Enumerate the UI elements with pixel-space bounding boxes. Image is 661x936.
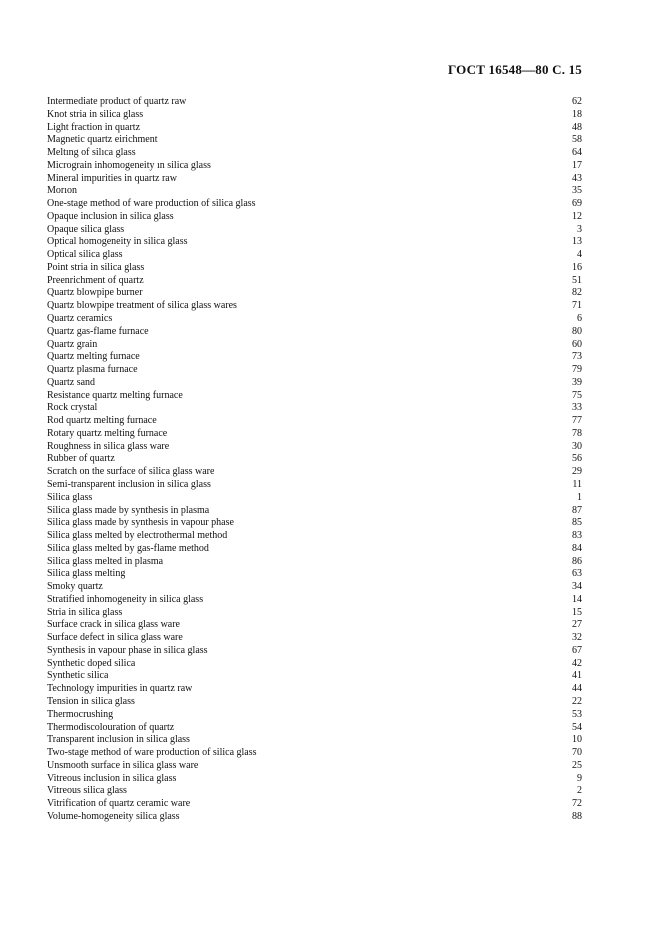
index-page-number: 51: [572, 274, 582, 286]
index-entry: [47, 351, 582, 364]
index-term: Roughness in silica glass ware: [47, 440, 170, 452]
index-page-number: 9: [577, 772, 582, 784]
index-page-number: 60: [572, 338, 582, 350]
index-page-number: 75: [572, 389, 582, 401]
index-entry: [47, 249, 582, 262]
index-term: Micrograin inhomogeneity ın silica glass: [47, 159, 211, 171]
index-entry: [47, 134, 582, 147]
index-term: Opaque inclusion in silica glass: [47, 210, 174, 222]
index-page-number: 69: [572, 198, 582, 210]
index-term: Silica glass made by synthesis in vapour phase: [47, 517, 234, 529]
index-page-number: 13: [572, 236, 582, 248]
index-term: Mineral impurities in quartz raw: [47, 172, 177, 184]
index-page-number: 79: [572, 364, 582, 376]
index-page-number: 15: [572, 606, 582, 618]
index-term: Optical silica glass: [47, 249, 123, 261]
index-term: Light fraction in quartz: [47, 121, 141, 133]
index-entry: [47, 122, 582, 135]
index-entry: [47, 109, 582, 122]
index-entry: [47, 492, 582, 505]
index-page-number: 6: [577, 313, 582, 325]
index-entry: [47, 160, 582, 173]
index-entry: [47, 722, 582, 735]
index-entry: [47, 428, 582, 441]
index-page-number: 12: [572, 210, 582, 222]
index-page-number: 22: [572, 695, 582, 707]
index-term: Two-stage method of ware production of silica glass: [47, 747, 257, 759]
index-term: Quartz blowpipe burner: [47, 287, 143, 299]
index-term: Quartz grain: [47, 338, 98, 350]
index-term: Surface defect in silica glass ware: [47, 632, 183, 644]
index-page-number: 72: [572, 798, 582, 810]
index-entry: [47, 185, 582, 198]
index-entry: [47, 313, 582, 326]
index-term: Rotary quartz melting furnace: [47, 427, 168, 439]
index-entry: [47, 275, 582, 288]
index-entry: [47, 479, 582, 492]
index-list: [47, 96, 582, 824]
index-page-number: 17: [572, 159, 582, 171]
index-entry: [47, 198, 582, 211]
index-entry: [47, 441, 582, 454]
index-entry: [47, 747, 582, 760]
index-term: Vitreous inclusion in silica glass: [47, 772, 177, 784]
index-entry: [47, 619, 582, 632]
index-term: Stria in silica glass: [47, 606, 123, 618]
index-page-number: 32: [572, 632, 582, 644]
index-page-number: 53: [572, 708, 582, 720]
index-entry: [47, 773, 582, 786]
index-page-number: 77: [572, 415, 582, 427]
index-page-number: 4: [577, 249, 582, 261]
index-page-number: 33: [572, 402, 582, 414]
index-page-number: 35: [572, 185, 582, 197]
index-page-number: 3: [577, 223, 582, 235]
index-entry: [47, 517, 582, 530]
index-term: Optical homogeneity in silica glass: [47, 236, 188, 248]
index-page-number: 10: [572, 734, 582, 746]
index-term: Quartz melting furnace: [47, 351, 140, 363]
index-entry: [47, 505, 582, 518]
index-entry: [47, 377, 582, 390]
index-page-number: 62: [572, 96, 582, 107]
index-entry: [47, 645, 582, 658]
index-term: Technology impurities in quartz raw: [47, 683, 193, 695]
index-term: Semi-transparent inclusion in silica glass: [47, 478, 211, 490]
index-entry: [47, 224, 582, 237]
index-page-number: 85: [572, 517, 582, 529]
index-term: Thermodiscolouration of quartz: [47, 721, 175, 733]
index-entry: [47, 339, 582, 352]
index-entry: [47, 96, 582, 109]
index-page-number: 14: [572, 593, 582, 605]
index-page-number: 16: [572, 261, 582, 273]
index-entry: [47, 696, 582, 709]
index-term: Vitreous silica glass: [47, 785, 127, 797]
index-page-number: 1: [577, 491, 582, 503]
index-term: Scratch on the surface of silica glass ware: [47, 466, 215, 478]
index-term: Preenrichment of quartz: [47, 274, 144, 286]
index-term: Rubber of quartz: [47, 453, 115, 465]
index-page-number: 56: [572, 453, 582, 465]
index-page-number: 80: [572, 325, 582, 337]
index-entry: [47, 607, 582, 620]
index-term: Meltıng of silıca glass: [47, 147, 136, 159]
index-entry: [47, 568, 582, 581]
index-term: Silica glass melted by gas-flame method: [47, 542, 209, 554]
index-term: Opaque silica glass: [47, 223, 125, 235]
index-term: Rod quartz melting furnace: [47, 415, 157, 427]
index-entry: [47, 453, 582, 466]
index-entry: [47, 466, 582, 479]
index-page-number: 87: [572, 504, 582, 516]
index-term: Volume-homogeneity silica glass: [47, 810, 180, 822]
index-page-number: 73: [572, 351, 582, 363]
index-entry: [47, 670, 582, 683]
index-page-number: 58: [572, 134, 582, 146]
index-term: Quartz sand: [47, 376, 96, 388]
index-entry: [47, 734, 582, 747]
index-entry: [47, 632, 582, 645]
index-term: Synthetic silica: [47, 670, 109, 682]
index-page-number: 25: [572, 759, 582, 771]
index-term: Tension in silica glass: [47, 695, 135, 707]
index-page-number: 2: [577, 785, 582, 797]
index-term: Silica glass melting: [47, 568, 126, 580]
index-term: Surface crack in silica glass ware: [47, 619, 180, 631]
page-header: ГОСТ 16548—80 С. 15: [448, 62, 582, 77]
index-page-number: 67: [572, 644, 582, 656]
index-page-number: 83: [572, 530, 582, 542]
index-entry: [47, 530, 582, 543]
index-page-number: 64: [572, 147, 582, 159]
index-term: Stratified inhomogeneity in silica glass: [47, 593, 204, 605]
index-entry: [47, 415, 582, 428]
index-page-number: 30: [572, 440, 582, 452]
index-term: Synthesis in vapour phase in silica glass: [47, 644, 208, 656]
index-page-number: 54: [572, 721, 582, 733]
index-entry: [47, 594, 582, 607]
index-entry: [47, 785, 582, 798]
index-page-number: 84: [572, 542, 582, 554]
index-page-number: 82: [572, 287, 582, 299]
index-page-number: 78: [572, 427, 582, 439]
index-term: Thermocrushing: [47, 708, 114, 720]
index-page-number: 63: [572, 568, 582, 580]
index-entry: [47, 236, 582, 249]
index-term: One-stage method of ware production of silica glass: [47, 198, 256, 210]
index-term: Synthetic doped silica: [47, 657, 136, 669]
index-entry: [47, 658, 582, 671]
index-term: Quartz blowpipe treatment of silica glass wares: [47, 300, 237, 312]
index-term: Rock crystal: [47, 402, 98, 414]
index-page-number: 11: [572, 478, 582, 490]
index-entry: [47, 556, 582, 569]
index-page-number: 27: [572, 619, 582, 631]
index-term: Vitrification of quartz ceramic ware: [47, 798, 191, 810]
index-page-number: 41: [572, 670, 582, 682]
index-term: Quartz ceramics: [47, 313, 113, 325]
index-entry: [47, 709, 582, 722]
index-entry: [47, 581, 582, 594]
index-page-number: 70: [572, 747, 582, 759]
index-entry: [47, 211, 582, 224]
index-entry: [47, 364, 582, 377]
index-page-number: 18: [572, 108, 582, 120]
index-term: Silica glass: [47, 491, 93, 503]
index-entry: [47, 760, 582, 773]
index-entry: [47, 326, 582, 339]
index-page-number: 48: [572, 121, 582, 133]
index-page-number: 43: [572, 172, 582, 184]
index-entry: [47, 262, 582, 275]
index-entry: [47, 811, 582, 824]
index-term: Resistance quartz melting furnace: [47, 389, 183, 401]
index-page-number: 71: [572, 300, 582, 312]
index-term: Quartz gas-flame furnace: [47, 325, 149, 337]
index-page-number: 86: [572, 555, 582, 567]
index-page-number: 88: [572, 810, 582, 822]
index-term: Intermediate product of quartz raw: [47, 96, 187, 107]
index-entry: [47, 798, 582, 811]
index-entry: [47, 287, 582, 300]
index-term: Silica glass made by synthesis in plasma: [47, 504, 210, 516]
index-entry: [47, 402, 582, 415]
index-entry: [47, 147, 582, 160]
index-page-number: 42: [572, 657, 582, 669]
index-term: Quartz plasma furnace: [47, 364, 138, 376]
index-term: Morıon: [47, 185, 77, 197]
index-entry: [47, 683, 582, 696]
index-term: Transparent inclusion in silica glass: [47, 734, 190, 746]
index-term: Silica glass melted in plasma: [47, 555, 164, 567]
index-term: Silica glass melted by electrothermal method: [47, 530, 228, 542]
index-term: Smoky quartz: [47, 581, 103, 593]
index-term: Unsmooth surface in silica glass ware: [47, 759, 199, 771]
index-page-number: 44: [572, 683, 582, 695]
index-entry: [47, 300, 582, 313]
index-page-number: 34: [572, 581, 582, 593]
index-term: Point stria in silica glass: [47, 261, 145, 273]
index-entry: [47, 173, 582, 186]
index-entry: [47, 390, 582, 403]
index-entry: [47, 543, 582, 556]
index-page-number: 29: [572, 466, 582, 478]
index-term: Magnetic quartz eirichment: [47, 134, 158, 146]
index-page-number: 39: [572, 376, 582, 388]
index-term: Knot stria in silica glass: [47, 108, 144, 120]
